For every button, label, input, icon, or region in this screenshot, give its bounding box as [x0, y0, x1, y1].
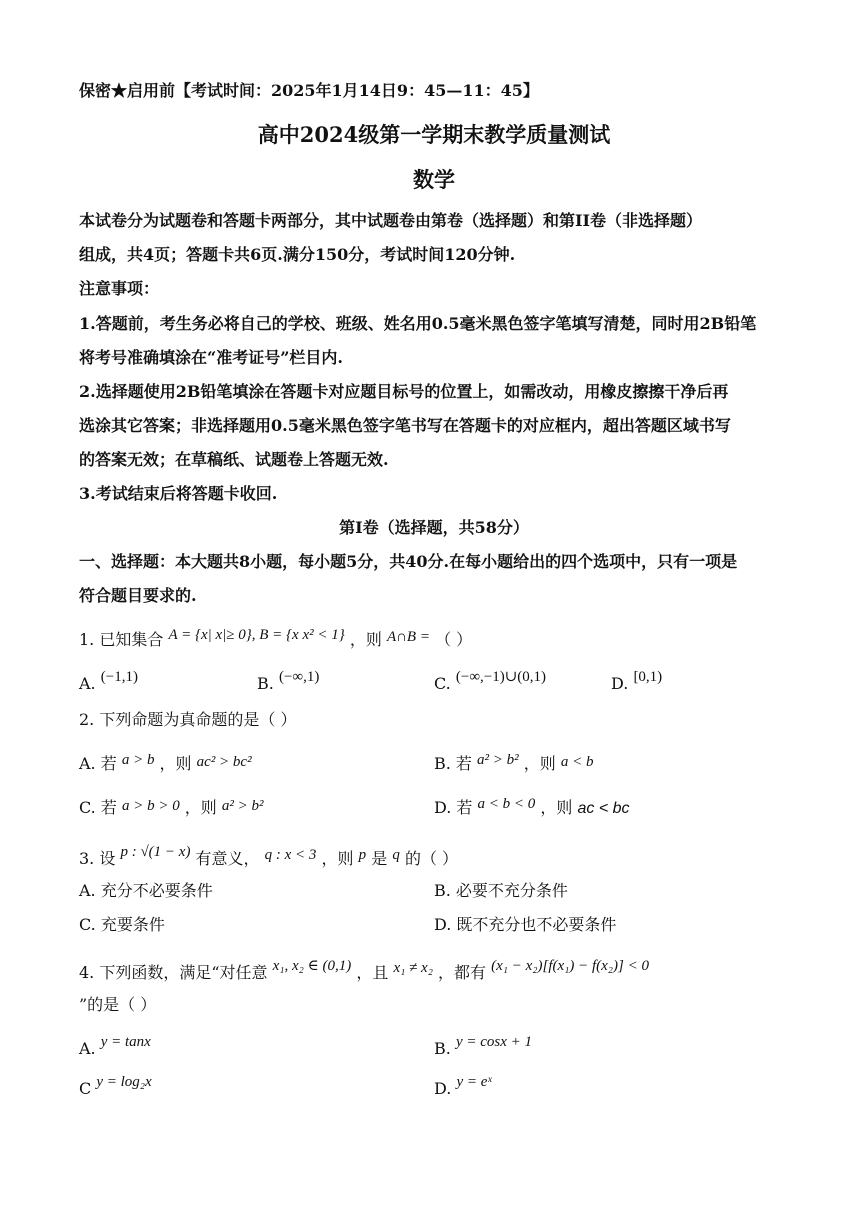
notice-2a: 2.选择题使用2B铅笔填涂在答题卡对应题目标号的位置上，如需改动，用橡皮擦擦干净后再: [79, 382, 729, 401]
q3-stem-math4: q: [392, 847, 400, 863]
question-3-stem: [79, 844, 459, 871]
intro-line-1: 本试卷分为试题卷和答题卡两部分，其中试题卷由第卷（选择题）和第II卷（非选择题）: [79, 211, 702, 230]
q2-option-a-mid: ，则: [159, 754, 192, 773]
q1-stem-math: A = {x| x|≥ 0}, B = {x x² < 1}: [168, 627, 345, 643]
q4-stem-pre: 4. 下列函数，满足“对任意: [79, 963, 268, 982]
q2-option-b-label: B. 若: [434, 754, 472, 773]
section-desc-1: 一、选择题：本大题共8小题，每小题5分，共40分.在每小题给出的四个选项中，只有一项是: [79, 552, 738, 571]
section-desc-2: 符合题目要求的.: [79, 586, 197, 605]
q1-option-a-math: (−1,1): [100, 669, 138, 685]
q2-option-c-mid: ，则: [184, 798, 217, 817]
q2-option-a-math2: ac² > bc²: [196, 754, 252, 770]
q1-stem-post: ，则: [349, 630, 382, 649]
q2-option-a-math: a > b: [121, 752, 155, 768]
q1-option-c: [434, 669, 547, 696]
q3-stem-mid: 有意义，: [195, 849, 260, 868]
q4-option-d: [434, 1074, 492, 1101]
notice-3: 3.考试结束后将答题卡收回.: [79, 484, 278, 503]
q2-option-c-label: C. 若: [79, 798, 117, 817]
q1-option-c-label: C.: [434, 674, 451, 693]
q4-option-d-label: D.: [434, 1079, 452, 1098]
intro-line-2: 组成，共4页；答题卡共6页.满分150分，考试时间120分钟.: [79, 245, 516, 264]
question-1-stem: [79, 629, 472, 652]
q4-option-a-math: y = tanx: [100, 1034, 151, 1050]
q4-option-c-math: y = log₂x: [96, 1074, 152, 1090]
q4-option-a: [79, 1034, 151, 1061]
section-heading: 第I卷（选择题，共58分）: [339, 518, 529, 537]
q2-option-c-math2: a² > b²: [221, 798, 264, 814]
q3-option-a: A. 充分不必要条件: [79, 881, 213, 900]
q4-option-b-math: y = cosx + 1: [455, 1034, 532, 1050]
q4-stem-math3: (x₁ − x₂)[f(x₁) − f(x₂)] < 0: [491, 958, 649, 974]
secret-line: 保密★启用前【考试时间：2025年1月14日9：45—11：45】: [79, 81, 539, 100]
q1-stem-math2: A∩B =: [386, 629, 430, 645]
q2-option-b-mid: ，则: [523, 754, 556, 773]
q4-stem-line-2: ”的是（ ）: [79, 995, 157, 1014]
q2-option-b: [434, 753, 593, 776]
q4-option-b: [434, 1034, 532, 1061]
q3-option-c: C. 充要条件: [79, 915, 165, 934]
q4-option-b-label: B.: [434, 1039, 451, 1058]
q4-stem-math: x₁, x₂ ∈ (0,1): [272, 958, 352, 974]
q4-option-d-math: y = eˣ: [456, 1074, 492, 1090]
q2-option-b-math: a² > b²: [477, 752, 519, 768]
q4-option-c: [79, 1074, 152, 1101]
q2-option-a-label: A. 若: [79, 754, 117, 773]
q1-option-b-label: B.: [257, 674, 274, 693]
q4-option-c-label: C: [79, 1079, 92, 1098]
q3-stem-math2: q : x < 3: [264, 847, 317, 863]
notice-2b: 选涂其它答案；非选择题用0.5毫米黑色签字笔书写在答题卡的对应框内，超出答题区域书写: [79, 416, 731, 435]
question-4-stem: [79, 958, 649, 985]
q2-option-c-math: a > b > 0: [121, 798, 180, 814]
q3-stem-math3: p: [358, 847, 367, 863]
q1-stem-tail: （ ）: [435, 630, 473, 649]
q3-stem-mid3: 是: [371, 849, 388, 868]
q4-stem-mid: ，且: [356, 963, 389, 982]
q2-option-d-mid: ，则: [540, 798, 573, 817]
q2-option-b-math2: a < b: [560, 754, 594, 770]
q2-option-d-label: D. 若: [434, 798, 473, 817]
q2-option-d-math: a < b < 0: [477, 796, 536, 812]
q1-stem-pre: 1. 已知集合: [79, 630, 164, 649]
q4-stem-math2: x₁ ≠ x₂: [393, 960, 433, 976]
subject-title: 数学: [413, 167, 455, 192]
q3-option-b: B. 必要不充分条件: [434, 881, 568, 900]
q1-option-d-math: [0,1): [633, 669, 663, 685]
q1-option-b-math: (−∞,1): [278, 669, 320, 685]
q3-stem-pre: 3. 设: [79, 849, 116, 868]
notice-2c: 的答案无效；在草稿纸、试题卷上答题无效.: [79, 450, 389, 469]
notice-1a: 1.答题前，考生务必将自己的学校、班级、姓名用0.5毫米黑色签字笔填写清楚，同时用2B铅笔: [79, 314, 757, 333]
q2-option-d: [434, 797, 630, 820]
notice-title: 注意事项：: [79, 279, 160, 298]
q3-stem-mid2: ，则: [321, 849, 354, 868]
q4-stem-mid2: ，都有: [438, 963, 487, 982]
q3-stem-math: p : √(1 − x): [120, 844, 191, 860]
q1-option-a: [79, 669, 138, 696]
q4-option-a-label: A.: [79, 1039, 96, 1058]
q3-option-d: D. 既不充分也不必要条件: [434, 915, 617, 934]
q3-stem-tail: 的（ ）: [404, 849, 459, 868]
q2-option-c: [79, 797, 264, 820]
q2-option-a: [79, 753, 252, 776]
q1-option-d: [611, 669, 663, 696]
q1-option-b: [257, 669, 320, 696]
question-2-stem: 2. 下列命题为真命题的是（ ）: [79, 710, 297, 729]
q1-option-c-math: (−∞,−1)∪(0,1): [455, 669, 547, 685]
exam-title: 高中2024级第一学期末教学质量测试: [257, 122, 611, 147]
q2-option-d-math2: ac < bc: [577, 800, 630, 817]
q1-option-d-label: D.: [611, 674, 629, 693]
notice-1b: 将考号准确填涂在“准考证号”栏目内.: [79, 348, 343, 367]
q1-option-a-label: A.: [79, 674, 96, 693]
